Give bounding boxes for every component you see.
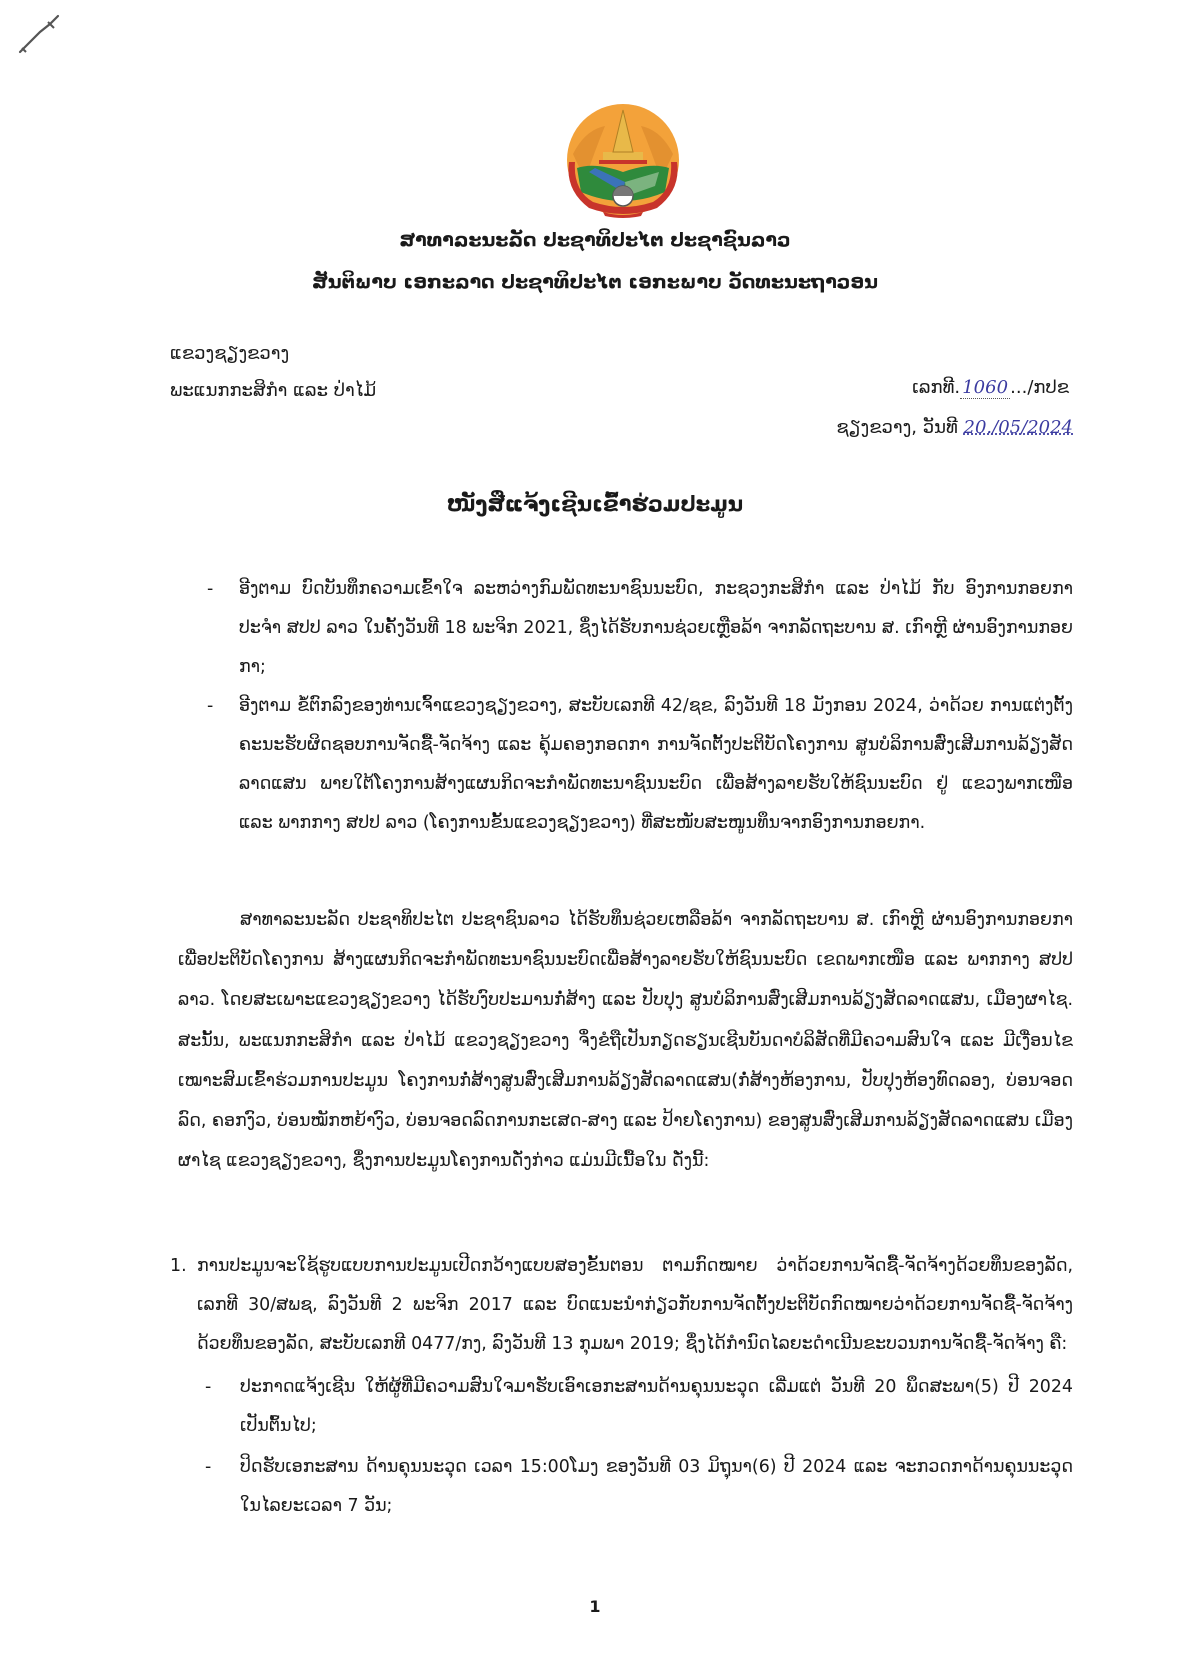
sub-item: - ປະກາດແຈ້ງເຊີນ ໃຫ້ຜູ້ທີ່ມີຄວາມສົນໃຈມາຮັບເອົາເອກະສານດ້ານຄຸນນະວຸດ ເລີ່ມແຕ່ ວັນທີ 20 ພຶດສະພາ(5) ປີ 2024 ເປັນຕົ້ນໄປ;: [205, 1368, 1073, 1446]
sender-province: ແຂວງຊຽງຂວາງ: [170, 343, 290, 364]
numbered-item-number: 1.: [170, 1256, 187, 1276]
reference-item: - ອີງຕາມ ຂໍ້ຕົກລົງຂອງທ່ານເຈົ້າແຂວງຊຽງຂວາງ, ສະບັບເລກທີ 42/ຊຂ, ລົງວັນທີ 18 ມັງກອນ 2024, ວ່າດ້ວຍ ການແຕ່ງຕັ້ງຄະນະຮັບຜິດຊອບການຈັດຊື້-ຈັດຈ້າງ ແລະ ຄຸ້ມຄອງກອດກາ ການຈັດຕັ້ງປະຕິບັດໂຄງການ ສູນບໍລິການສົ່ງເສີມການລ້ຽງສັດລາດແສນ ພາຍໃຕ້ໂຄງການສ້າງແຜນກິດຈະກຳພັດທະນາຊົນນະບົດ ເພື່ອສ້າງລາຍຮັບໃຫ້ຊົນນະບົດ ຢູ່ ແຂວງພາກເໜືອ ແລະ ພາກກາງ ສປປ ລາວ (ໂຄງການຂັ້ນແຂວງຊຽງຂວາງ) ທີ່ສະໜັບສະໜູນທຶນຈາກອົງການກອຍກາ.: [207, 687, 1073, 843]
sender-department: ພະແນກກະສິກຳ ແລະ ປ່າໄມ້: [170, 380, 377, 401]
country-name: ສາທາລະນະລັດ ປະຊາທິປະໄຕ ປະຊາຊົນລາວ: [399, 229, 791, 251]
pen-mark-icon: [14, 10, 64, 58]
numbered-item: [170, 1247, 1073, 1528]
document-date: [836, 417, 1073, 438]
document-number-handwritten: 1060: [960, 377, 1010, 399]
numbered-item-text: ການປະມູນຈະໃຊ້ຮູບແບບການປະມູນເປີດກວ້າງແບບສອງຂັ້ນຕອນ ຕາມກົດໝາຍ ວ່າດ້ວຍການຈັດຊື້-ຈັດຈ້າງດ້ວຍທຶນຂອງລັດ, ເລກທີ 30/ສພຊ, ລົງວັນທີ 2 ພະຈິກ 2017 ແລະ ບົດແນະນຳກ່ຽວກັບການຈັດຕັ້ງປະຕິບັດກົດໝາຍວ່າດ້ວຍການຈັດຊື້-ຈັດຈ້າງດ້ວຍທຶນຂອງລັດ, ສະບັບເລກທີ 0477/ກງ, ລົງວັນທີ 13 ກຸມພາ 2019; ຊຶ່ງໄດ້ກຳນົດໄລຍະດຳເນີນຂະບວນການຈັດຊື້-ຈັດຈ້າງ ຄື:: [197, 1256, 1073, 1354]
body-paragraph: ສາທາລະນະລັດ ປະຊາທິປະໄຕ ປະຊາຊົນລາວ ໄດ້ຮັບທຶນຊ່ວຍເຫລືອລ້າ ຈາກລັດຖະບານ ສ. ເກົາຫຼີ ຜ່ານອົງການກອຍກາ ເພື່ອປະຕິບັດໂຄງການ ສ້າງແຜນກິດຈະກຳພັດທະນາຊົນນະບົດເພື່ອສ້າງລາຍຮັບໃຫ້ຊົນນະບົດ ເຂດພາກເໜືອ ແລະ ພາກກາງ ສປປ ລາວ. ໂດຍສະເພາະແຂວງຊຽງຂວາງ ໄດ້ຮັບງົບປະມານກໍ່ສ້າງ ແລະ ປັບປຸງ ສູນບໍລິການສົ່ງເສີມການລ້ຽງສັດລາດແສນ, ເມືອງຜາໄຊ. ສະນັ້ນ, ພະແນກກະສິກຳ ແລະ ປ່າໄມ້ ແຂວງຊຽງຂວາງ ຈຶ່ງຂໍຖືເປັນກຽດຮຽນເຊີນບັນດາບໍລິສັດທີ່ມີຄວາມສົນໃຈ ແລະ ມີເງື່ອນໄຂເໝາະສົມເຂົ້າຮ່ວມການປະມູນ ໂຄງການກໍ່ສ້າງສູນສົ່ງເສີມການລ້ຽງສັດລາດແສນ(ກໍ່ສ້າງຫ້ອງການ, ປັບປຸງຫ້ອງທົດລອງ, ບ່ອນຈອດລົດ, ຄອກງົວ, ບ່ອນໝັກຫຍ້າງົວ, ບ່ອນຈອດລົດການກະເສດ-ສາງ ແລະ ປ້າຍໂຄງການ) ຂອງສູນສົ່ງເສີມການລ້ຽງສັດລາດແສນ ເມືອງຜາໄຊ ແຂວງຊຽງຂວາງ, ຊຶ່ງການປະມູນໂຄງການດັ່ງກ່າວ ແມ່ນມີເນື້ອໃນ ດັ່ງນີ້:: [178, 910, 1073, 1172]
reference-list: [207, 570, 1073, 843]
document-date-prefix: ຊຽງຂວາງ, ວັນທີ: [836, 417, 958, 438]
document-number-prefix: ເລກທີ: [912, 377, 955, 398]
national-motto: ສັນຕິພາບ ເອກະລາດ ປະຊາທິປະໄຕ ເອກະພາບ ວັດທະນະຖາວອນ: [312, 271, 878, 293]
document-number: ເລກທີ. 1060 .../ກປຂ: [912, 377, 1069, 398]
document-number-suffix: /ກປຂ: [1027, 377, 1069, 398]
reference-item: - ອີງຕາມ ບົດບັນທຶກຄວາມເຂົ້າໃຈ ລະຫວ່າງກົມພັດທະນາຊົນນະບົດ, ກະຊວງກະສິກຳ ແລະ ປ່າໄມ້ ກັບ ອົງການກອຍກາ ປະຈຳ ສປປ ລາວ ໃນຄັ້ງວັນທີ 18 ພະຈິກ 2021, ຊຶ່ງໄດ້ຮັບການຊ່ວຍເຫຼືອລ້າ ຈາກລັດຖະບານ ສ. ເກົາຫຼີ ຜ່ານອົງການກອຍກາ;: [207, 570, 1073, 687]
sub-list: [205, 1368, 1073, 1526]
national-emblem-icon: [555, 100, 691, 218]
document-title: ໜັງສືແຈ້ງເຊີນເຂົ້າຮ່ວມປະມູນ: [446, 492, 744, 516]
sub-item: - ປິດຮັບເອກະສານ ດ້ານຄຸນນະວຸດ ເວລາ 15:00ໂມງ ຂອງວັນທີ 03 ມິຖຸນາ(6) ປີ 2024 ແລະ ຈະກວດກາດ້ານຄຸນນະວຸດ ໃນໄລຍະເວລາ 7 ວັນ;: [205, 1448, 1073, 1526]
page-number: 1: [589, 1597, 601, 1616]
document-date-handwritten: 20./05/2024: [963, 417, 1073, 438]
